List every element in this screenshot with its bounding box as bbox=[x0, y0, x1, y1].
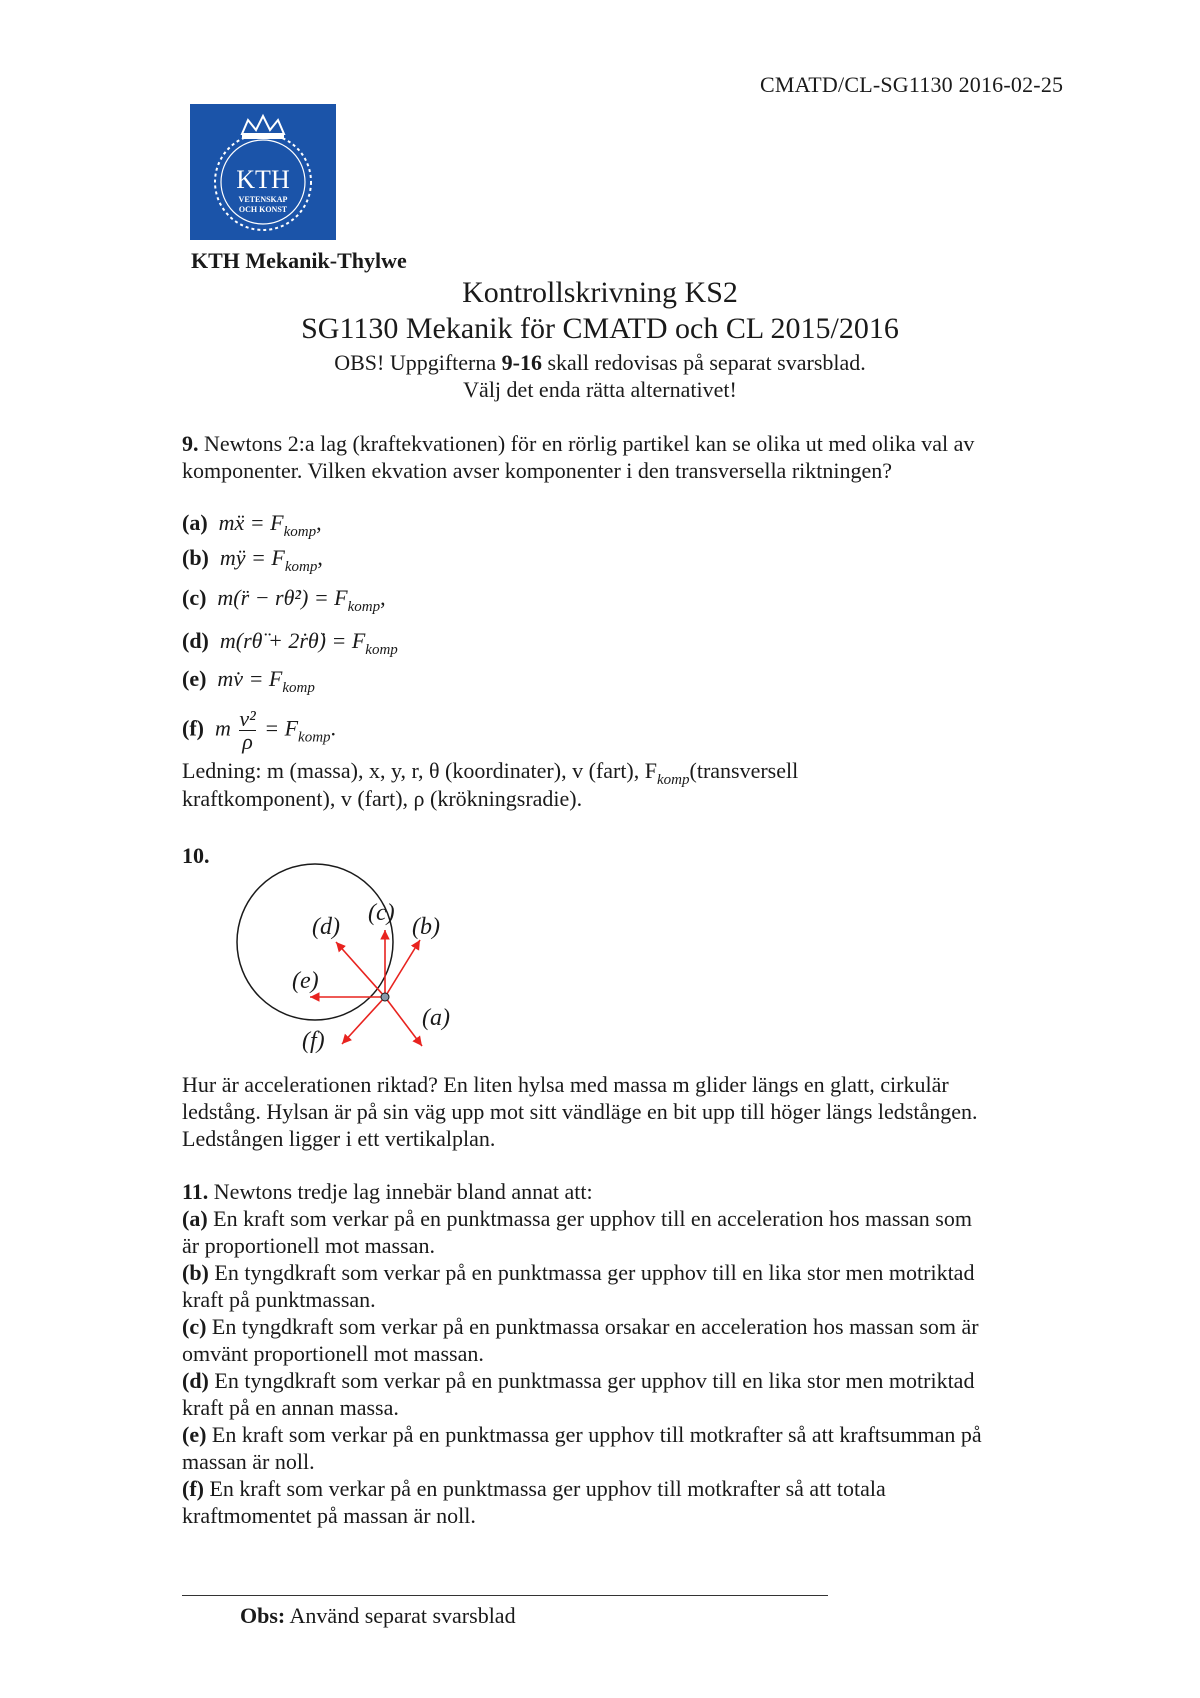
label-a: (a) bbox=[422, 1005, 450, 1031]
q9-hint-line-2: kraftkomponent), v (fart), ρ (krökningsradie). bbox=[182, 786, 583, 811]
q11-option-b: (b) En tyngdkraft som verkar på en punktmassa ger upphov till en lika stor men motriktad kraft på punktmassan. bbox=[182, 1260, 975, 1312]
q11-option-d: (d) En tyngdkraft som verkar på en punktmassa ger upphov till en lika stor men motriktad kraft på en annan massa. bbox=[182, 1368, 975, 1420]
q9-option-f: (f) m $\frac{\text{v²}}{\rho}$ = $F_{komp}$. bbox=[182, 706, 337, 754]
label-e: (e) bbox=[292, 968, 319, 994]
question-9-text: 9. Newtons 2:a lag (kraftekvationen) för en rörlig partikel kan se olika ut med olika val av komponenter. Vilken ekvation avser komponenter i den transversella riktningen? bbox=[182, 431, 975, 483]
label-b: (b) bbox=[412, 914, 440, 940]
arrow-d bbox=[336, 942, 385, 997]
label-f: (f) bbox=[302, 1028, 325, 1054]
kth-logo bbox=[190, 104, 336, 240]
notice-line-1: OBS! Uppgifterna 9-16 skall redovisas på separat svarsblad. bbox=[334, 350, 866, 375]
q9-hint-line-1: Ledning: m (massa), x, y, r, θ (koordinater), v (fart), $F_{komp}(transversell$ bbox=[182, 758, 799, 788]
q11-option-f: (f) En kraft som verkar på en punktmassa ger upphov till motkrafter så att totala kraftmomentet på massan är noll. bbox=[182, 1476, 886, 1528]
kth-emblem-icon bbox=[190, 104, 336, 240]
q9-option-a: (a) mẍ = $F_{komp}$, bbox=[182, 510, 322, 540]
q9-option-c: (c) m(r̈ − rθ̇²) = $F_{komp}$, bbox=[182, 585, 386, 615]
q9-option-e: (e) mv̇ = $F_{komp}$ bbox=[182, 666, 315, 696]
logo-text-och-konst: OCH KONST bbox=[238, 205, 288, 214]
arrow-a bbox=[385, 997, 422, 1046]
logo-text-kth: KTH bbox=[236, 165, 290, 194]
footer-divider bbox=[182, 1595, 828, 1596]
arrow-f bbox=[342, 997, 385, 1044]
question-10-text: Hur är accelerationen riktad? En liten hylsa med massa m glider längs en glatt, cirkulär ledstång. Hylsan är på sin väg upp mot sitt vändläge en bit upp till höger längs ledstången. Ledstången ligger i ett vertikalplan. bbox=[182, 1072, 978, 1151]
organization-name: KTH Mekanik-Thylwe bbox=[191, 248, 407, 273]
acceleration-arrows bbox=[310, 930, 422, 1046]
sleeve-mass bbox=[381, 993, 389, 1001]
q11-option-e: (e) En kraft som verkar på en punktmassa ger upphov till motkrafter så att kraftsumman på massan är noll. bbox=[182, 1422, 982, 1474]
document-reference: CMATD/CL-SG1130 2016-02-25 bbox=[760, 72, 1064, 97]
notice-line-2: Välj det enda rätta alternativet! bbox=[463, 377, 737, 402]
course-title: SG1130 Mekanik för CMATD och CL 2015/2016 bbox=[301, 312, 899, 345]
footer-note: Obs: Använd separat svarsblad bbox=[240, 1603, 516, 1628]
label-d: (d) bbox=[312, 914, 340, 940]
q10-circle-diagram bbox=[230, 862, 490, 1062]
q9-option-d: (d) m(rθ̈ + 2ṙθ̇) = $F_{komp}$ bbox=[182, 628, 398, 658]
logo-text-vetenskap: VETENSKAP bbox=[238, 195, 288, 204]
exam-title: Kontrollskrivning KS2 bbox=[462, 276, 738, 309]
q11-option-a: (a) En kraft som verkar på en punktmassa ger upphov till en acceleration hos massan som är proportionell mot massan. bbox=[182, 1206, 972, 1258]
q9-option-b: (b) mÿ = $F_{komp}$, bbox=[182, 545, 323, 575]
label-c: (c) bbox=[368, 900, 395, 926]
question-10-number: 10. bbox=[182, 843, 210, 868]
question-11-intro: 11. Newtons tredje lag innebär bland annat att: bbox=[182, 1179, 593, 1204]
q11-option-c: (c) En tyngdkraft som verkar på en punktmassa orsakar en acceleration hos massan som är omvänt proportionell mot massan. bbox=[182, 1314, 979, 1366]
arrow-b bbox=[385, 940, 420, 997]
